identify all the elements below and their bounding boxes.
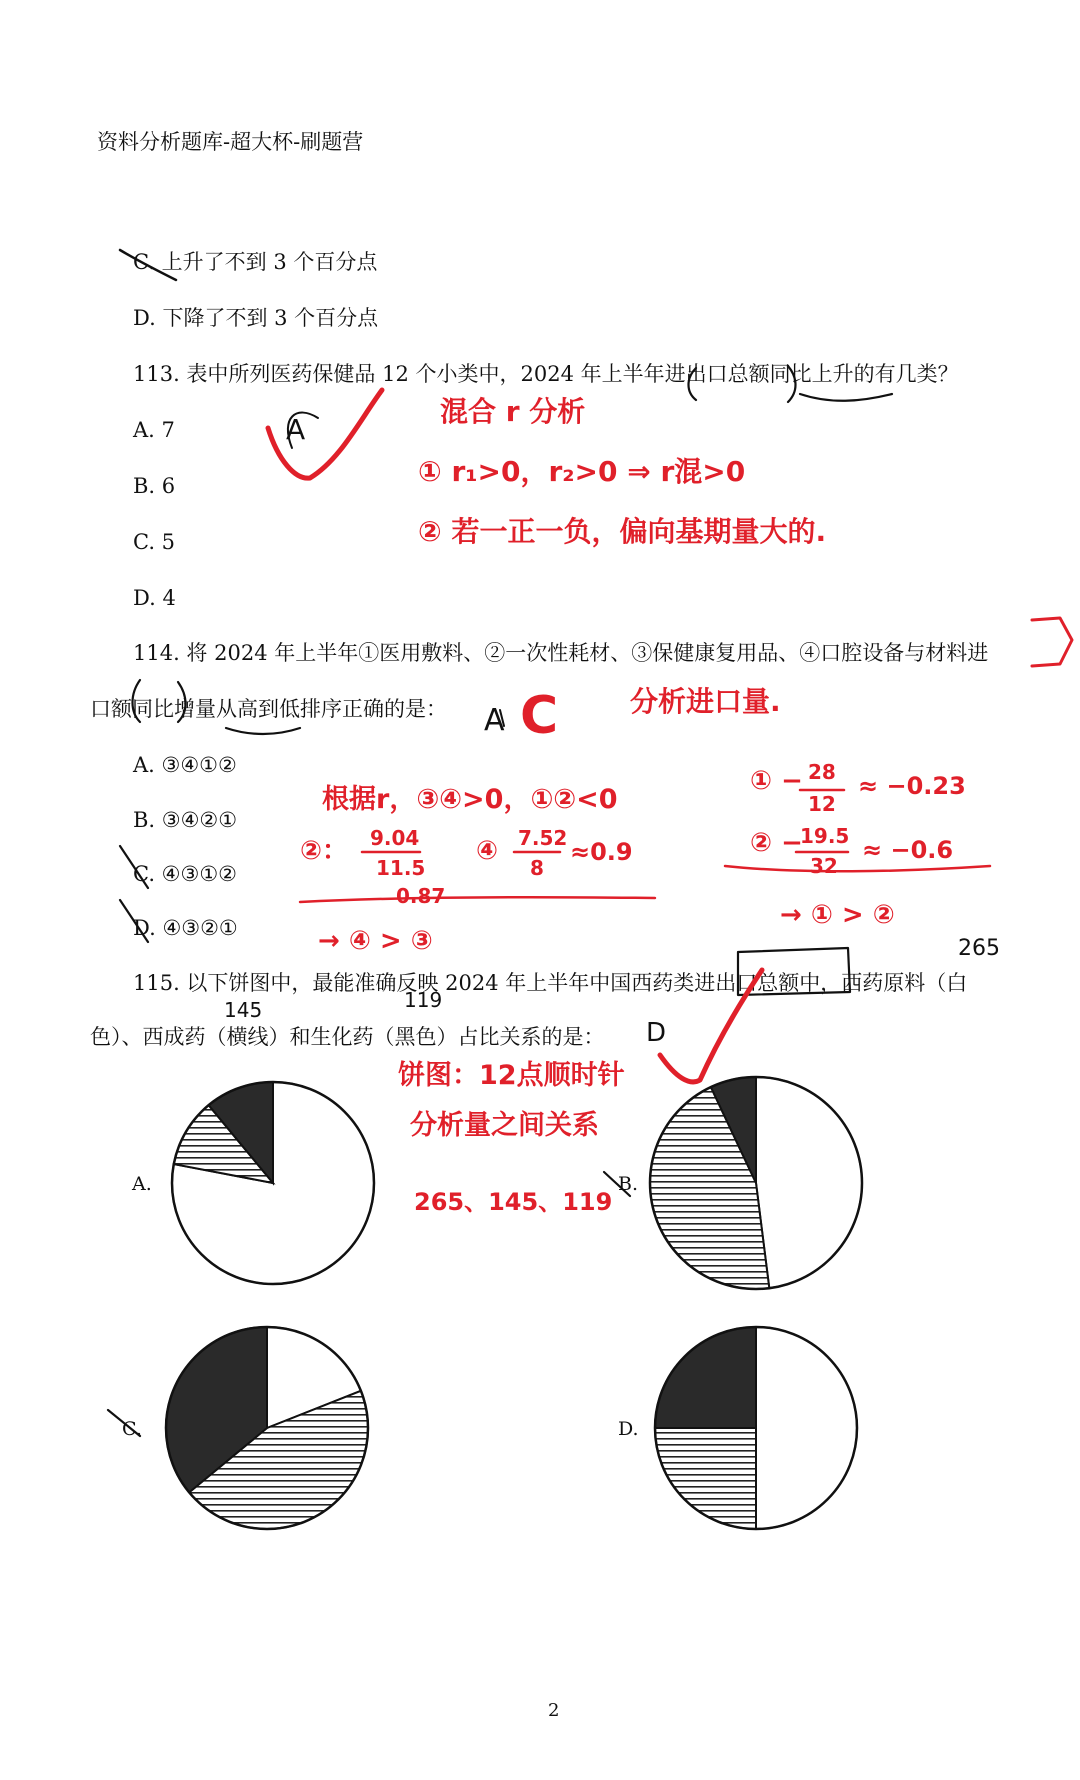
q114-option-a: A. ③④①② [133,753,237,777]
hand-q114-note-top: 分析进口量. [630,685,781,718]
hand-q115-note2: 分析量之间关系 [410,1110,599,1141]
bracket-mark [1032,618,1072,666]
hand-q113-note1: 混合 r 分析 [440,395,586,428]
underline-mark [725,866,990,871]
hand-q113-note2: ① r₁>0，r₂>0 ⇒ r混>0 [418,455,746,488]
option-c-prev: C. 上升了不到 3 个百分点 [133,250,378,274]
pie-slice-white [756,1077,862,1288]
hand-q114-result: 0.87 [396,884,446,908]
hand-q114-approx: ≈0.9 [570,838,633,866]
hand-q115-note3: 265、145、119 [414,1188,613,1216]
hand-q113-note3: ② 若一正一负，偏向基期量大的. [418,515,827,548]
hand-q114-r1-approx: ≈ −0.23 [858,772,966,800]
q115-stem-line2: 色）、西成药（横线）和生化药（黑色）占比关系的是： [90,1025,605,1049]
hand-q114-frac2-num: 7.52 [518,826,568,850]
q113-option-d: D. 4 [133,586,176,610]
pie-slice-stripe [655,1428,756,1529]
q114-stem-line1: 114. 将 2024 年上半年①医用敷料、②一次性耗材、③保健康复用品、④口腔设备与材料进 [133,641,989,665]
pie-label-b: B. [618,1173,639,1195]
page-header: 资料分析题库-超大杯-刷题营 [97,130,364,154]
hand-q115-num-145: 145 [224,998,263,1022]
hand-q114-frac-den: 11.5 [376,856,426,880]
q113-stem: 113. 表中所列医药保健品 12 个小类中，2024 年上半年进出口总额同比上升的有几类？ [133,362,959,386]
pie-label-d: D. [618,1418,639,1440]
hand-q114-r1-label: ① − [750,766,803,796]
hand-q115-num-119: 119 [404,988,443,1012]
hand-q114-frac2-den: 8 [530,856,544,880]
hand-q113-answer: A [286,413,306,446]
hand-q114-r2-approx: ≈ −0.6 [862,836,954,864]
hand-q114-label-2: ②： [300,836,349,866]
q114-option-b: B. ③④②① [133,808,238,832]
q114-option-c: C. ④③①② [133,862,237,886]
hand-q114-answer-correct: C [520,686,559,746]
hand-q114-answer-written: A [484,703,505,738]
hand-q114-conclusion-right: → ① > ② [780,900,895,930]
hand-q114-frac4-den: 32 [810,854,838,878]
q113-option-c: C. 5 [133,530,176,554]
hand-q114-conclusion-left: → ④ > ③ [318,926,433,956]
hand-q114-frac-num: 9.04 [370,826,420,850]
q115-stem-line1: 115. 以下饼图中，最能准确反映 2024 年上半年中国西药类进出口总额中，西药原料（白 [133,971,968,995]
option-d-prev: D. 下降了不到 3 个百分点 [133,306,379,330]
underline-mark [300,897,655,902]
pie-slice-black [655,1327,756,1428]
underline-mark [226,728,300,734]
underline-mark [800,394,892,401]
q114-stem-line2: 口额同比增量从高到低排序正确的是： [90,697,447,721]
pie-slice-white [756,1327,857,1529]
hand-q115-num-265: 265 [958,936,1000,961]
hand-q115-note1: 饼图：12点顺时针 [398,1060,625,1091]
q113-option-b: B. 6 [133,474,176,498]
hand-q114-r2-label: ② − [750,828,803,858]
pie-chart-a [168,1073,378,1293]
hand-q114-label-4: ④ [476,836,499,866]
q114-option-d: D. ④③②① [133,916,238,940]
pie-label-a: A. [132,1173,152,1195]
pie-chart-c [162,1318,372,1538]
hand-q114-frac3-num: 28 [808,760,836,784]
q113-option-a: A. 7 [133,418,175,442]
pie-chart-b [646,1073,866,1293]
page-number: 2 [548,1700,560,1721]
hand-q114-basis: 根据r，③④>0，①②<0 [322,784,618,815]
hand-q114-frac3-den: 12 [808,792,836,816]
hand-q115-answer: D [646,1018,667,1048]
pie-chart-d [651,1318,861,1538]
pie-label-c: C. [122,1418,142,1440]
hand-q114-frac4-num: 19.5 [800,824,850,848]
